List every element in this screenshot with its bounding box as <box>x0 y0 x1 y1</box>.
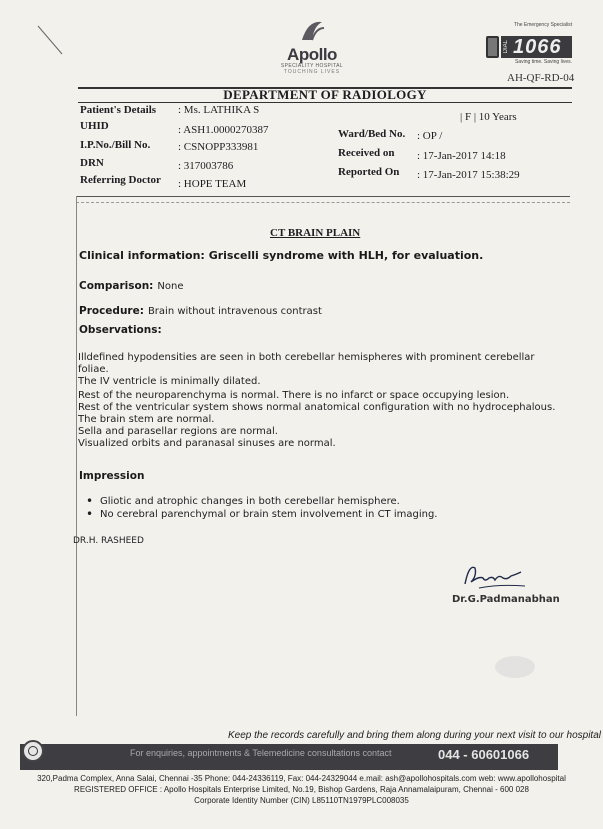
frame-top-dashed <box>76 202 570 203</box>
observations-label: Observations: <box>79 324 162 336</box>
observation-line: Sella and parasellar regions are normal. <box>78 426 278 437</box>
impression-item: • Gliotic and atrophic changes in both cerebellar hemisphere. <box>84 495 554 508</box>
right-signatory: Dr.G.Padmanabhan <box>452 594 560 605</box>
sex-age: | F | 10 Years <box>460 111 517 123</box>
cin: Corporate Identity Number (CIN) L85110TN1979PLC008035 <box>194 796 409 805</box>
patient-name: : Ms. LATHIKA S <box>178 104 260 116</box>
emblem-inner <box>28 746 38 756</box>
dial-number: 1066 <box>513 36 562 58</box>
label-received: Received on <box>338 147 395 159</box>
label-referring-doctor: Referring Doctor <box>80 174 161 186</box>
left-signatory: DR.H. RASHEED <box>73 536 144 546</box>
registered-office: REGISTERED OFFICE : Apollo Hospitals Enterprise Limited, No.19, Bishop Gardens, Raja Annamalaipuram, Chennai - 600 028 <box>74 785 529 794</box>
procedure-text: Brain without intravenous contrast <box>147 306 322 317</box>
reported-value: : 17-Jan-2017 15:38:29 <box>417 169 520 181</box>
observation-line: The IV ventricle is minimally dilated. <box>78 376 261 387</box>
procedure-label: Procedure: <box>79 305 144 317</box>
paper-smudge <box>495 656 535 678</box>
emergency-slogan: Saving time. Saving lives. <box>515 59 572 65</box>
clinical-info <box>79 249 483 262</box>
impression-list <box>84 495 554 521</box>
form-code: AH-QF-RD-04 <box>507 72 575 84</box>
dial-box <box>501 36 572 58</box>
label-reported: Reported On <box>338 166 400 178</box>
department-title: DEPARTMENT OF RADIOLOGY <box>223 87 427 102</box>
observations-paragraph-2 <box>78 390 558 450</box>
received-value: : 17-Jan-2017 14:18 <box>417 150 506 162</box>
keep-records-note: Keep the records carefully and bring them along during your next visit to our hospital <box>228 730 601 741</box>
referring-doctor-value: : HOPE TEAM <box>178 178 247 190</box>
enquiries-phone: 044 - 60601066 <box>438 747 530 762</box>
drn-value: : 317003786 <box>178 160 234 172</box>
comparison <box>79 276 183 294</box>
label-drn: DRN <box>80 157 104 169</box>
label-ward: Ward/Bed No. <box>338 128 406 140</box>
address-line: 320,Padma Complex, Anna Salai, Chennai -35 Phone: 044-24336119, Fax: 044-24329044 e.mail: ash@apollohospitals.com web: www.apollohospital <box>37 774 566 783</box>
brand-tagline: TOUCHING LIVES <box>283 69 341 75</box>
clinical-info-label: Clinical information: <box>79 249 205 262</box>
pen-scribble <box>36 22 66 58</box>
ip-no-value: : CSNOPP333981 <box>178 141 259 153</box>
emergency-label: The Emergency Specialist <box>513 22 572 28</box>
observation-line: The brain stem are normal. <box>78 414 215 425</box>
apollo-emblem-icon <box>298 18 326 42</box>
report-title: CT BRAIN PLAIN <box>270 227 361 239</box>
frame-top <box>76 196 570 197</box>
ward-value: : OP / <box>417 130 443 142</box>
label-uhid: UHID <box>80 120 109 132</box>
label-ip-no: I.P.No./Bill No. <box>80 139 151 151</box>
comparison-text: None <box>157 281 184 292</box>
apollo-logo <box>262 18 362 76</box>
dial-label: DIAL <box>503 40 509 54</box>
emergency-badge <box>486 22 572 70</box>
observation-line: Rest of the ventricular system shows normal anatomical configuration with no hydrocephalous. <box>78 402 556 413</box>
uhid-value: : ASH1.0000270387 <box>178 124 269 136</box>
observation-line: Illdefined hypodensities are seen in both cerebellar hemispheres with prominent cerebellar foliae. <box>78 352 535 375</box>
procedure <box>79 301 322 319</box>
clinical-info-text: Griscelli syndrome with HLH, for evaluation. <box>208 249 484 262</box>
phone-icon <box>486 36 499 58</box>
brand-subtitle: SPECIALITY HOSPITAL <box>280 63 344 69</box>
impression-label: Impression <box>79 470 145 482</box>
comparison-label: Comparison: <box>79 280 154 292</box>
observations-paragraph-1 <box>78 352 558 388</box>
frame-left <box>76 196 77 716</box>
enquiries-text: For enquiries, appointments & Telemedicine consultations contact <box>130 748 392 758</box>
brand-name: Apollo <box>287 45 337 64</box>
observation-line: Rest of the neuroparenchyma is normal. There is no infarct or space occupying lesion. <box>78 390 510 401</box>
impression-item: • No cerebral parenchymal or brain stem involvement in CT imaging. <box>84 508 554 521</box>
observation-line: Visualized orbits and paranasal sinuses are normal. <box>78 438 336 449</box>
label-patient-details: Patient's Details <box>80 104 157 116</box>
divider <box>78 102 572 103</box>
signature-icon <box>459 558 539 592</box>
